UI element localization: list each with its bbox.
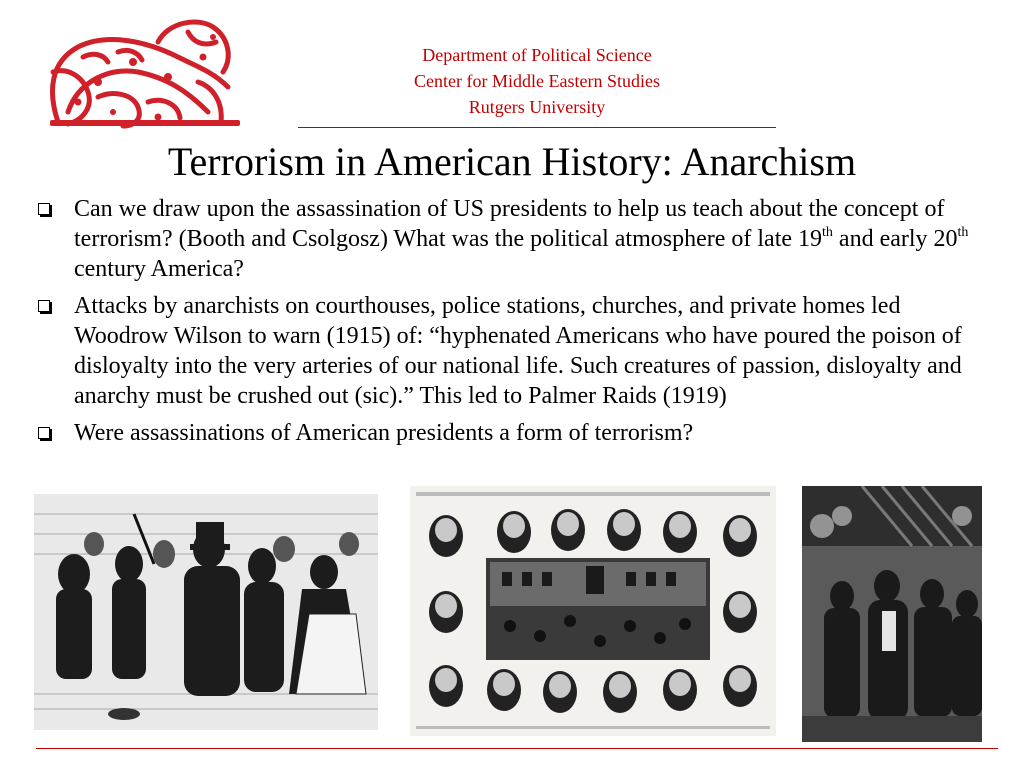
- superscript-th-2: th: [957, 225, 969, 240]
- bullet-list: [36, 194, 998, 455]
- garfield-assassination-engraving: [34, 494, 378, 730]
- department-line: Department of Political Science: [422, 45, 652, 65]
- mckinley-assassination-illustration: [802, 486, 982, 742]
- slide-title: Terrorism in American History: Anarchism: [167, 139, 857, 184]
- bullet-text-2: Attacks by anarchists on courthouses, police stations, churches, and private homes led Woodrow Wilson to warn (1915) of: “hyphenated Americans who have poured the poison of disloyalty into the very arteries of our national life. Such creatures of passion, disloyalty and anarchy must be crushed out (sic).” This led to Palmer Raids (1919): [74, 293, 962, 409]
- rutgers-lion-logo-icon: [38, 12, 242, 130]
- bullet-text-3: Were assassinations of American presidents a form of terrorism?: [74, 420, 694, 446]
- square-bullet-icon: [38, 203, 50, 215]
- bullet-text-1c: century America?: [74, 256, 244, 282]
- bullet-item-wilson-quote: [36, 291, 998, 411]
- footer-divider: [36, 748, 998, 749]
- center-line: Center for Middle Eastern Studies: [414, 71, 660, 91]
- bullet-item-terrorism-question: [36, 418, 998, 448]
- university-line: Rutgers University: [468, 97, 606, 117]
- bullet-text-1b: and early 20: [832, 226, 958, 252]
- square-bullet-icon: [38, 300, 50, 312]
- institution-header: [300, 42, 774, 120]
- header-divider: [298, 127, 776, 128]
- bullet-item-assassinations-question: [36, 194, 998, 284]
- bullet-text-1a: Can we draw upon the assassination of US presidents to help us teach about the concept of terrorism? (Booth and Csolgosz) What was the political atmosphere of late 19: [74, 196, 945, 252]
- haymarket-newspaper-page: [410, 486, 776, 736]
- superscript-th-1: th: [822, 225, 833, 240]
- square-bullet-icon: [38, 427, 50, 439]
